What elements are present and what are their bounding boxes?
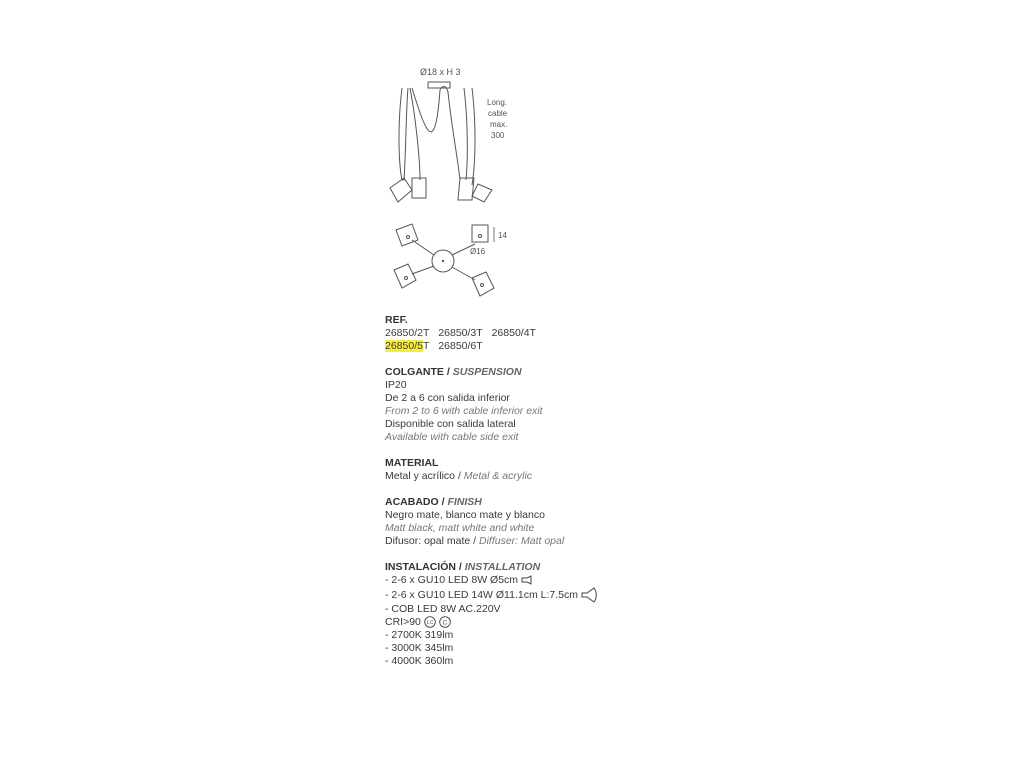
- cable-label-line-2: cable: [488, 109, 508, 118]
- colgante-line-2: Disponible con salida lateral: [385, 418, 516, 430]
- material-value-es: Metal y acrílico: [385, 470, 456, 482]
- cri-text: CRI>90: [385, 616, 421, 628]
- colgante-title-en: SUSPENSION: [452, 366, 522, 378]
- lumen-line: - 2700K 319lm: [385, 629, 454, 641]
- ref-code: 26850/2T: [385, 327, 430, 339]
- canopy-dimension-label: Ø18 x H 3: [420, 67, 461, 77]
- material-value: Metal y acrílico / Metal & acrylic: [385, 470, 533, 482]
- c-badge-icon: [439, 616, 451, 628]
- colgante-line-2-en: Available with cable side exit: [385, 431, 519, 443]
- acabado-title-en: FINISH: [447, 496, 482, 508]
- shade-2: [412, 178, 426, 198]
- arm-1: [412, 240, 434, 255]
- colgante-title-es: COLGANTE: [385, 366, 444, 378]
- colgante-title: COLGANTE / SUSPENSION: [385, 366, 522, 378]
- ref-title: REF.: [385, 314, 408, 326]
- lc-badge-text: LC: [426, 620, 434, 627]
- material-value-en: Metal & acrylic: [463, 470, 533, 482]
- install-line-1-text: - 2-6 x GU10 LED 8W Ø5cm: [385, 574, 519, 586]
- gu10-bulb-small-icon: [521, 575, 533, 585]
- install-line-2: [385, 587, 685, 603]
- acabado-value: Negro mate, blanco mate y blanco: [385, 509, 545, 521]
- instalacion-title-en: INSTALLATION: [464, 561, 541, 573]
- ref-code: 26850/3T: [438, 327, 483, 339]
- install-line-1: [385, 574, 685, 587]
- spec-sheet: [385, 314, 685, 668]
- ref-codes-row-1: [385, 327, 685, 340]
- cable-right-outer: [472, 88, 475, 185]
- c-badge-text: C: [442, 619, 448, 627]
- ip-rating: IP20: [385, 379, 407, 391]
- top-shade-2: [472, 225, 488, 242]
- diffuser: Difusor: opal mate / Diffuser: Matt opal: [385, 535, 565, 547]
- gu10-bulb-large-icon: [581, 587, 597, 603]
- ref-codes-row-2: [385, 340, 685, 353]
- top-shade-1: [396, 224, 418, 246]
- lc-badge-icon: [424, 616, 436, 628]
- cable-label-line-4: 300: [491, 131, 505, 140]
- lumen-line: - 3000K 345lm: [385, 642, 454, 654]
- shade-4: [472, 184, 492, 202]
- colgante-line-1: De 2 a 6 con salida inferior: [385, 392, 510, 404]
- top-shade-4: [472, 272, 494, 296]
- lumen-line: - 4000K 360lm: [385, 655, 454, 667]
- acabado-value-en: Matt black, matt white and white: [385, 522, 535, 534]
- cable-right-inner: [464, 88, 467, 180]
- acabado-title: ACABADO / FINISH: [385, 496, 482, 508]
- shade-1: [390, 178, 412, 202]
- highlight: 26850/5: [385, 340, 423, 352]
- ref-code: 26850/4T: [491, 327, 536, 339]
- ref-code: 26850/6T: [438, 340, 483, 352]
- material-title: MATERIAL: [385, 457, 439, 469]
- top-shade-3: [394, 264, 416, 288]
- cable-left-inner: [410, 88, 420, 180]
- shade-diameter-label: Ø16: [470, 247, 486, 256]
- colgante-line-1-en: From 2 to 6 with cable inferior exit: [385, 405, 543, 417]
- install-line-2-text: - 2-6 x GU10 LED 14W Ø11.1cm L:7.5cm: [385, 588, 578, 601]
- lamp-diagram: [380, 60, 540, 310]
- acabado-title-es: ACABADO: [385, 496, 439, 508]
- cable-loop-left-outer: [399, 88, 408, 180]
- canopy: [428, 82, 450, 88]
- canopy-point: [442, 260, 444, 262]
- shade-3: [458, 178, 474, 200]
- ref-code-highlighted: [385, 340, 429, 352]
- install-line-3: - COB LED 8W AC.220V: [385, 603, 501, 615]
- technical-drawing: [380, 60, 540, 315]
- cable-label-line-1: Long.: [487, 98, 508, 107]
- diffuser-en: Diffuser: Matt opal: [478, 535, 565, 547]
- cable-label-line-3: max.: [490, 120, 508, 129]
- diffuser-es: Difusor: opal mate: [385, 535, 471, 547]
- instalacion-title-es: INSTALACIÓN: [385, 561, 456, 573]
- instalacion-title: INSTALACIÓN / INSTALLATION: [385, 561, 541, 573]
- cri-line: [385, 616, 685, 629]
- highlight-suffix: T: [422, 340, 430, 352]
- arm-3: [412, 266, 434, 274]
- shade-height-label: 14: [498, 231, 507, 240]
